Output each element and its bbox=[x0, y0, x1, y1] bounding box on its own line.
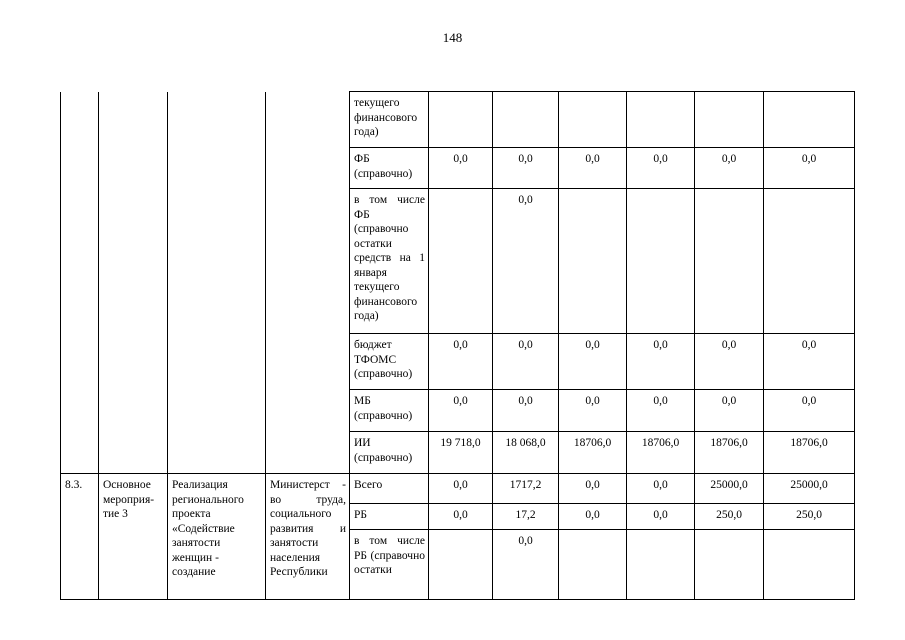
value-cell: 25000,0 bbox=[764, 474, 855, 504]
value-cell bbox=[627, 530, 695, 600]
value-cell bbox=[627, 92, 695, 148]
activity-name: Основное мероприя-тие 3 bbox=[99, 474, 168, 600]
funding-source-label: ИИ (справочно) bbox=[350, 432, 429, 474]
value-cell bbox=[429, 189, 493, 334]
value-cell: 0,0 bbox=[695, 390, 764, 432]
value-cell: 0,0 bbox=[493, 390, 559, 432]
value-cell: 18706,0 bbox=[764, 432, 855, 474]
value-cell: 0,0 bbox=[695, 148, 764, 189]
funding-source-label: ФБ (справочно) bbox=[350, 148, 429, 189]
value-cell: 250,0 bbox=[764, 504, 855, 530]
value-cell: 0,0 bbox=[764, 334, 855, 390]
page-number: 148 bbox=[442, 30, 463, 45]
table-row bbox=[61, 474, 855, 504]
value-cell bbox=[559, 92, 627, 148]
value-cell bbox=[695, 189, 764, 334]
value-cell bbox=[695, 92, 764, 148]
funding-source-label: РБ bbox=[350, 504, 429, 530]
value-cell bbox=[493, 92, 559, 148]
value-cell bbox=[627, 189, 695, 334]
funding-source-label: Всего bbox=[350, 474, 429, 504]
value-cell: 0,0 bbox=[764, 148, 855, 189]
value-cell: 17,2 bbox=[493, 504, 559, 530]
executor-name: Министерст - во труда, социального развития и занятости населения Республики bbox=[266, 474, 350, 600]
value-cell: 0,0 bbox=[429, 148, 493, 189]
empty-cell bbox=[99, 92, 168, 474]
value-cell: 19 718,0 bbox=[429, 432, 493, 474]
value-cell: 0,0 bbox=[429, 334, 493, 390]
value-cell: 0,0 bbox=[559, 504, 627, 530]
value-cell: 0,0 bbox=[559, 334, 627, 390]
value-cell: 0,0 bbox=[764, 390, 855, 432]
budget-table bbox=[60, 91, 855, 600]
value-cell: 250,0 bbox=[695, 504, 764, 530]
empty-cell bbox=[266, 92, 350, 474]
value-cell bbox=[764, 530, 855, 600]
value-cell: 0,0 bbox=[559, 148, 627, 189]
value-cell: 1717,2 bbox=[493, 474, 559, 504]
funding-source-label: текущего финансового года) bbox=[350, 92, 429, 148]
project-name: Реализация регионального проекта «Содействие занятости женщин - создание bbox=[168, 474, 266, 600]
value-cell: 0,0 bbox=[559, 474, 627, 504]
value-cell: 18706,0 bbox=[627, 432, 695, 474]
value-cell: 0,0 bbox=[695, 334, 764, 390]
value-cell: 0,0 bbox=[429, 390, 493, 432]
value-cell bbox=[429, 92, 493, 148]
value-cell: 0,0 bbox=[627, 390, 695, 432]
value-cell: 18706,0 bbox=[695, 432, 764, 474]
funding-source-label: МБ (справочно) bbox=[350, 390, 429, 432]
value-cell: 0,0 bbox=[627, 334, 695, 390]
value-cell bbox=[764, 92, 855, 148]
value-cell bbox=[695, 530, 764, 600]
value-cell bbox=[559, 189, 627, 334]
value-cell: 0,0 bbox=[493, 334, 559, 390]
item-number: 8.3. bbox=[61, 474, 99, 600]
value-cell: 18 068,0 bbox=[493, 432, 559, 474]
value-cell: 0,0 bbox=[429, 504, 493, 530]
empty-cell bbox=[61, 92, 99, 474]
value-cell: 0,0 bbox=[627, 504, 695, 530]
value-cell: 0,0 bbox=[627, 474, 695, 504]
value-cell: 25000,0 bbox=[695, 474, 764, 504]
value-cell: 0,0 bbox=[493, 148, 559, 189]
value-cell bbox=[559, 530, 627, 600]
value-cell bbox=[429, 530, 493, 600]
funding-source-label: в том числе ФБ (справочно остатки средств на 1 января текущего финансового года) bbox=[350, 189, 429, 334]
value-cell: 0,0 bbox=[627, 148, 695, 189]
value-cell: 0,0 bbox=[493, 530, 559, 600]
table-row bbox=[61, 92, 855, 148]
funding-source-label: в том числе РБ (справочно остатки bbox=[350, 530, 429, 600]
value-cell: 18706,0 bbox=[559, 432, 627, 474]
funding-source-label: бюджет ТФОМС (справочно) bbox=[350, 334, 429, 390]
value-cell: 0,0 bbox=[493, 189, 559, 334]
value-cell: 0,0 bbox=[429, 474, 493, 504]
empty-cell bbox=[168, 92, 266, 474]
value-cell bbox=[764, 189, 855, 334]
value-cell: 0,0 bbox=[559, 390, 627, 432]
